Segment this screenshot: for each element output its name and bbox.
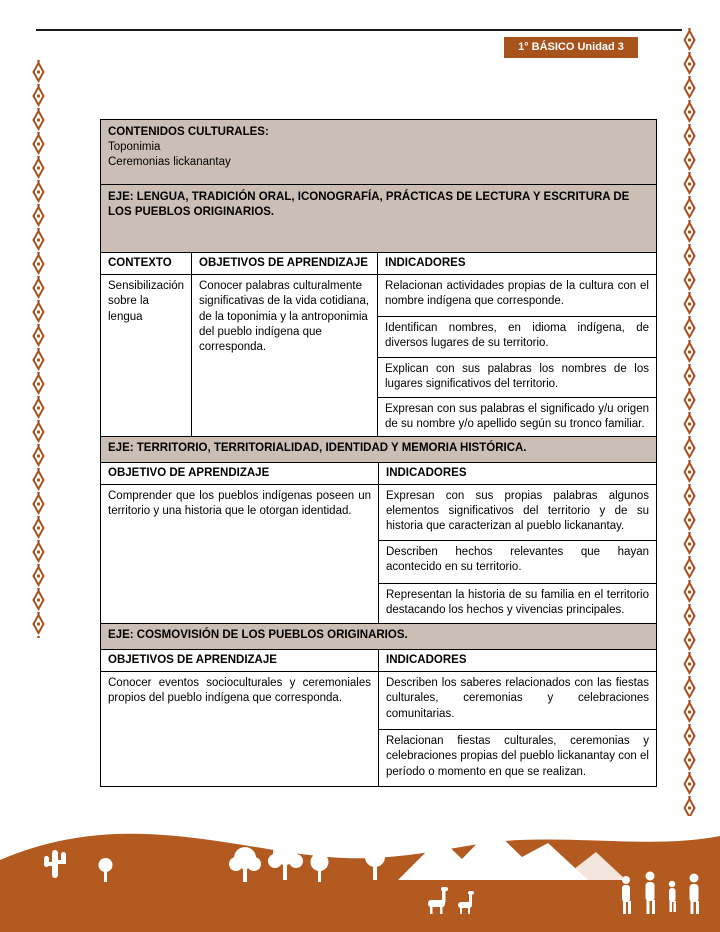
indicador-item: Expresan con sus palabras el significado y/u origen de su nombre y/o apellido según su tronco familiar. <box>378 397 656 436</box>
eje-territorio-row: EJE: TERRITORIO, TERRITORIALIDAD, IDENTIDAD Y MEMORIA HISTÓRICA. <box>101 436 656 462</box>
column-header-objetivo: OBJETIVO DE APRENDIZAJE <box>101 463 379 484</box>
left-border-pattern-icon <box>31 60 46 638</box>
column-header-indicadores: INDICADORES <box>386 654 467 667</box>
curriculum-table <box>100 119 657 787</box>
unit-badge: 1° BÁSICO Unidad 3 <box>504 37 638 58</box>
indicador-item: Explican con sus palabras los nombres de los lugares significativos del territorio. <box>378 357 656 396</box>
indicadores-cell-group <box>379 485 656 623</box>
objetivo-cell: Comprender que los pueblos indígenas poseen un territorio y una historia que le otorgan identidad. <box>101 485 379 623</box>
indicador-item: Representan la historia de su familia en el territorio destacando los hechos y vivencias principales. <box>379 583 656 623</box>
cultural-contents-cell <box>101 120 656 184</box>
column-header-objetivos: OBJETIVOS DE APRENDIZAJE <box>192 253 378 274</box>
section3-header-row <box>101 649 656 671</box>
top-divider <box>36 29 682 31</box>
indicador-item: Expresan con sus propias palabras algunos elementos significativos del territorio y de su historia que caracterizan al pueblo lickanantay. <box>386 490 649 533</box>
indicador-item: Relacionan fiestas culturales, ceremonias y celebraciones propias del pueblo lickanantay con el período o momento en que se realizan. <box>379 729 656 786</box>
eje-lengua-row: EJE: LENGUA, TRADICIÓN ORAL, ICONOGRAFÍA, PRÁCTICAS DE LECTURA Y ESCRITURA DE LOS PUEBLOS ORIGINARIOS. <box>101 184 656 252</box>
section3-body-row <box>101 671 656 786</box>
section1-header-row <box>101 252 656 274</box>
footer-illustration <box>0 812 720 932</box>
indicador-item: Identifican nombres, en idioma indígena, de diversos lugares de su territorio. <box>378 316 656 357</box>
right-border-pattern-icon <box>682 28 697 816</box>
indicador-item: Relacionan actividades propias de la cultura con el nombre indígena que corresponde. <box>385 280 649 308</box>
column-header-contexto: CONTEXTO <box>101 253 192 274</box>
cultural-contents-item: Toponimia <box>108 141 161 154</box>
objetivo-cell: Conocer palabras culturalmente significativas de la vida cotidiana, de la toponimia y la antroponimia del pueblo indígena que corresponda. <box>192 275 378 436</box>
section1-body-row <box>101 274 656 436</box>
indicador-item: Describen los saberes relacionados con las fiestas culturales, ceremonias y celebraciones comunitarias. <box>386 677 649 720</box>
objetivo-cell: Conocer eventos socioculturales y ceremoniales propios del pueblo indígena que corresponda. <box>101 672 379 786</box>
column-header-objetivos: OBJETIVOS DE APRENDIZAJE <box>101 650 379 671</box>
eje-cosmovision-row: EJE: COSMOVISIÓN DE LOS PUEBLOS ORIGINARIOS. <box>101 623 656 649</box>
section2-header-row <box>101 462 656 484</box>
cultural-contents-item: Ceremonias lickanantay <box>108 156 231 169</box>
contexto-cell: Sensibilización sobre la lengua <box>101 275 192 436</box>
indicadores-cell-group <box>379 672 656 786</box>
section2-body-row <box>101 484 656 623</box>
indicadores-cell-group <box>378 275 656 436</box>
cultural-contents-title: CONTENIDOS CULTURALES: <box>108 126 269 138</box>
indicador-item: Describen hechos relevantes que hayan acontecido en su territorio. <box>379 540 656 583</box>
column-header-indicadores: INDICADORES <box>385 257 466 269</box>
column-header-indicadores: INDICADORES <box>386 466 467 479</box>
